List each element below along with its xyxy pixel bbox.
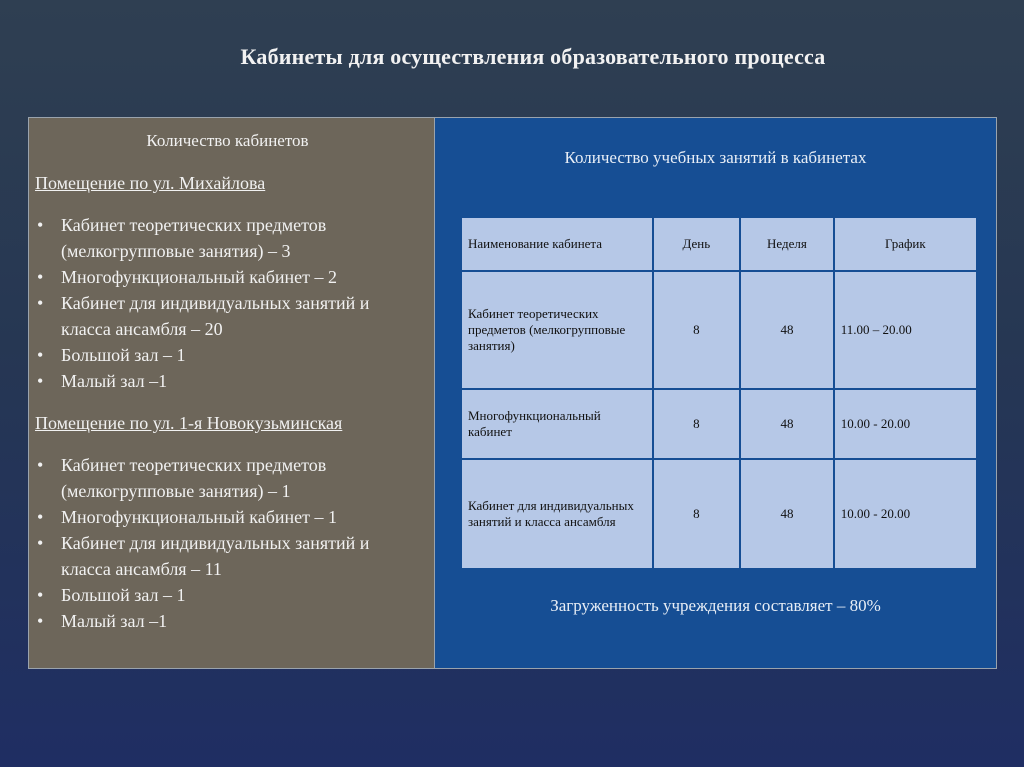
list-item: • Большой зал – 1 [35,582,420,608]
cell-week: 48 [740,389,834,459]
table-row [461,271,977,389]
list-item: • Кабинет для индивидуальных занятий и класса ансамбля – 20 [35,290,420,342]
table-row [461,459,977,569]
header-week: Неделя [740,217,834,271]
header-schedule: График [834,217,977,271]
content-frame [28,117,997,669]
slide-title: Кабинеты для осуществления образовательного процесса [240,44,826,69]
cell-cabinet-name: Многофункциональный кабинет [461,389,653,459]
cell-schedule: 10.00 - 20.00 [834,389,977,459]
lessons-heading: Количество учебных занятий в кабинетах [564,148,867,167]
list-item: • Малый зал –1 [35,608,420,634]
lessons-panel [434,118,996,668]
cabinets-count-panel [29,118,434,668]
table-row [461,389,977,459]
cell-week: 48 [740,459,834,569]
section-title-mikhailova: Помещение по ул. Михайлова [35,173,266,193]
list-item: • Кабинет теоретических предметов (мелкогрупповые занятия) – 3 [35,212,420,264]
section-title-novokuzminskaya: Помещение по ул. 1-я Новокузьминская [35,413,343,433]
cell-week: 48 [740,271,834,389]
load-summary: Загруженность учреждения составляет – 80% [550,596,881,615]
cell-schedule: 10.00 - 20.00 [834,459,977,569]
list-item: • Малый зал –1 [35,368,420,394]
list-item: • Кабинет для индивидуальных занятий и класса ансамбля – 11 [35,530,420,582]
novokuzminskaya-list [35,452,420,634]
cell-day: 8 [653,459,741,569]
cell-day: 8 [653,271,741,389]
list-item: • Многофункциональный кабинет – 1 [35,504,420,530]
list-item: • Многофункциональный кабинет – 2 [35,264,420,290]
table-header-row [461,217,977,271]
lessons-table [460,216,978,570]
header-cabinet-name: Наименование кабинета [461,217,653,271]
list-item: • Кабинет теоретических предметов (мелкогрупповые занятия) – 1 [35,452,420,504]
cell-cabinet-name: Кабинет теоретических предметов (мелкогрупповые занятия) [461,271,653,389]
cell-schedule: 11.00 – 20.00 [834,271,977,389]
cell-cabinet-name: Кабинет для индивидуальных занятий и класса ансамбля [461,459,653,569]
mikhailova-list [35,212,420,394]
list-item: • Большой зал – 1 [35,342,420,368]
cell-day: 8 [653,389,741,459]
cabinets-count-heading: Количество кабинетов [146,131,309,150]
header-day: День [653,217,741,271]
